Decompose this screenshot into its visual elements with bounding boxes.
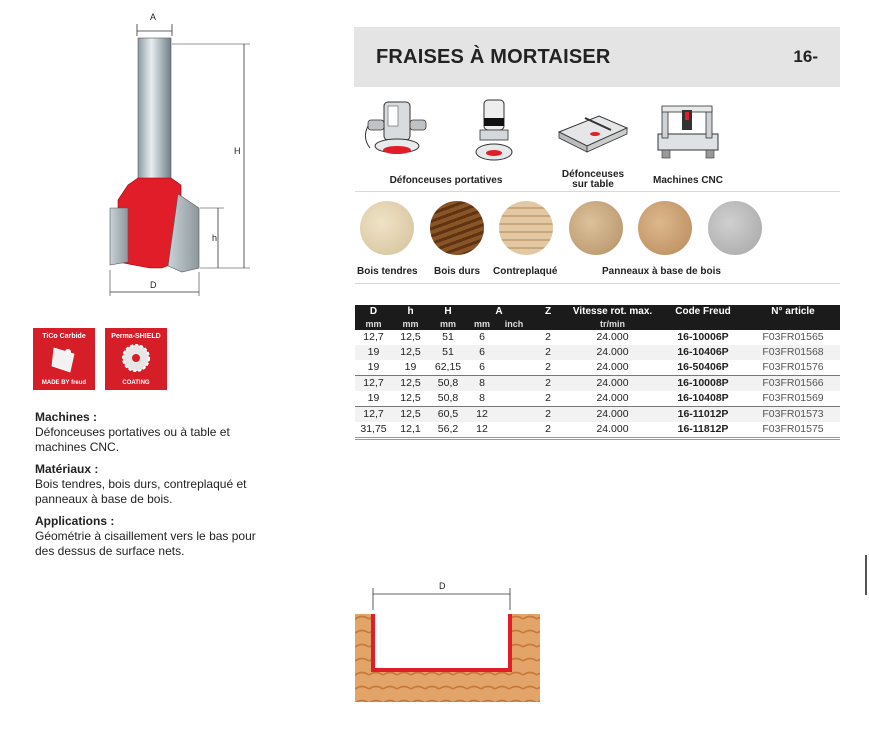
- table-row: [355, 360, 840, 376]
- table-row: [355, 345, 840, 360]
- table-cell: 12,7: [363, 331, 384, 343]
- table-cell: 2: [545, 331, 551, 343]
- unit-cell: [746, 318, 840, 330]
- divider: [355, 283, 840, 284]
- col-header-article: N° article: [746, 305, 840, 318]
- table-cell: 16-10006P: [677, 331, 729, 343]
- table-cell: [497, 360, 531, 376]
- section-title-applications: Applications :: [35, 514, 115, 528]
- table-cell: 16-50406P: [677, 361, 729, 373]
- table-cell: 8: [467, 376, 497, 392]
- table-cell: 19: [367, 392, 380, 404]
- machine-label-table: Défonceuses sur table: [561, 169, 625, 190]
- table-cell: [497, 330, 531, 345]
- table-cell: 2: [545, 361, 551, 373]
- table-router-table-icon: [555, 104, 631, 160]
- col-header-h: h: [392, 305, 429, 318]
- table-cell: 16-11012P: [660, 407, 746, 423]
- section-title-machines: Machines :: [35, 410, 98, 424]
- table-cell: 51: [429, 345, 467, 360]
- table-cell: 16-10406P: [660, 345, 746, 360]
- table-cell: [497, 345, 531, 360]
- table-cell: 6: [479, 331, 485, 343]
- table-cell: 12,5: [392, 407, 429, 423]
- table-cell: 24.000: [565, 345, 660, 360]
- material-label-contreplaque: Contreplaqué: [493, 266, 558, 277]
- table-cell: 12: [467, 407, 497, 423]
- section-body-machines: Défonceuses portatives ou à table et machines CNC.: [35, 425, 230, 454]
- table-cell: 16-10008P: [660, 376, 746, 392]
- table-cell: F03FR01573: [746, 407, 840, 423]
- table-cell: 12,5: [400, 331, 421, 343]
- section-body-applications: Géométrie à cisaillement vers le bas pour des dessus de surface nets.: [35, 529, 256, 558]
- table-row: [355, 407, 840, 423]
- unit-cell: mm: [355, 318, 392, 330]
- unit-cell: [531, 318, 565, 330]
- table-row: [355, 330, 840, 345]
- table-cell: 2: [531, 376, 565, 392]
- unit-cell: mm: [392, 318, 429, 330]
- page-number: 16-: [793, 47, 818, 66]
- table-cell: F03FR01565: [762, 331, 824, 343]
- table-cell: 24.000: [565, 376, 660, 392]
- table-row: [355, 376, 840, 392]
- table-cell: F03FR01569: [762, 392, 824, 404]
- table-router-icon: [470, 96, 520, 166]
- machine-label-cnc: Machines CNC: [652, 175, 723, 186]
- table-cell: 2: [531, 345, 565, 360]
- swatch-bois-durs: [430, 201, 484, 255]
- tico-carbide-badge: [33, 328, 95, 390]
- table-cell: 2: [545, 392, 551, 404]
- profile-dimension-D: D: [439, 581, 446, 591]
- swatch-bois-tendres: [360, 201, 414, 255]
- table-cell: 31,75: [355, 422, 392, 439]
- machine-label-portable: Défonceuses portatives: [389, 175, 503, 186]
- table-cell: 8: [479, 392, 485, 404]
- table-cell: 24.000: [596, 361, 629, 373]
- table-cell: 12,5: [392, 345, 429, 360]
- badge-bottom-text: COATING: [122, 380, 150, 386]
- table-row: [355, 422, 840, 439]
- carbide-tip-icon: [50, 344, 78, 374]
- header-band: [354, 27, 840, 87]
- table-cell: 24.000: [565, 407, 660, 423]
- table-cell: 24.000: [596, 331, 629, 343]
- col-header-speed: Vitesse rot. max.: [565, 305, 660, 318]
- dimension-label-D: D: [150, 280, 157, 290]
- table-cell: 50,8: [429, 376, 467, 392]
- table-cell: 24.000: [565, 422, 660, 439]
- col-header-D: D: [355, 305, 392, 318]
- table-cell: 51: [442, 331, 454, 343]
- table-header-row: [355, 305, 840, 318]
- table-cell: 6: [479, 361, 485, 373]
- unit-cell: [660, 318, 746, 330]
- table-cell: [497, 391, 531, 407]
- table-cell: 2: [531, 422, 565, 439]
- table-cell: F03FR01568: [746, 345, 840, 360]
- table-cell: 62,15: [434, 361, 462, 373]
- table-cell: 6: [467, 345, 497, 360]
- col-header-code: Code Freud: [660, 305, 746, 318]
- col-header-Z: Z: [531, 305, 565, 318]
- table-body: [355, 330, 840, 439]
- table-cell: [497, 407, 531, 423]
- table-cell: 12,7: [355, 407, 392, 423]
- table-cell: 12,1: [392, 422, 429, 439]
- swatch-contreplaque: [499, 201, 553, 255]
- table-cell: 2: [531, 407, 565, 423]
- dimension-label-h: h: [212, 233, 218, 243]
- perma-shield-badge: [105, 328, 167, 390]
- table-cell: F03FR01576: [762, 361, 824, 373]
- table-cell: F03FR01575: [746, 422, 840, 439]
- swatch-panneau-3: [708, 201, 762, 255]
- unit-cell: tr/min: [565, 318, 660, 330]
- page-title: FRAISES À MORTAISER: [376, 46, 611, 68]
- badge-top-text: TiCo Carbide: [42, 333, 86, 340]
- swatch-panneau-2: [638, 201, 692, 255]
- groove-profile-drawing: [355, 584, 540, 704]
- material-label-bois-tendres: Bois tendres: [357, 266, 418, 277]
- table-cell: 16-11812P: [660, 422, 746, 439]
- badge-bottom-text: MADE BY freud: [41, 380, 87, 386]
- table-cell: 12,7: [355, 376, 392, 392]
- table-cell: 19: [367, 361, 380, 373]
- table-cell: [497, 422, 531, 439]
- table-cell: 19: [355, 345, 392, 360]
- specs-table: [355, 305, 840, 440]
- dimension-label-A: A: [150, 12, 157, 22]
- table-units-row: [355, 318, 840, 330]
- unit-cell: inch: [497, 318, 531, 330]
- table-cell: 56,2: [429, 422, 467, 439]
- divider: [355, 191, 840, 192]
- dimension-label-H: H: [234, 146, 241, 156]
- table-cell: 12,5: [400, 392, 421, 404]
- col-header-H: H: [429, 305, 467, 318]
- table-cell: 19: [404, 361, 417, 373]
- table-row: [355, 391, 840, 407]
- material-label-panneaux: Panneaux à base de bois: [602, 266, 721, 277]
- saw-blade-icon: [121, 343, 151, 373]
- material-label-bois-durs: Bois durs: [434, 266, 481, 277]
- table-cell: 16-10408P: [677, 392, 729, 404]
- table-cell: 12,5: [392, 376, 429, 392]
- portable-router-icon: [362, 98, 432, 164]
- badge-top-text: Perma-SHIELD: [111, 333, 161, 340]
- table-cell: 60,5: [429, 407, 467, 423]
- unit-cell: mm: [467, 318, 497, 330]
- table-cell: 12: [467, 422, 497, 439]
- cnc-machine-icon: [652, 100, 724, 164]
- swatch-panneau-1: [569, 201, 623, 255]
- page-edge-mark: [865, 555, 867, 595]
- unit-cell: mm: [429, 318, 467, 330]
- section-title-materiaux: Matériaux :: [35, 462, 99, 476]
- table-cell: F03FR01566: [746, 376, 840, 392]
- col-header-A: A: [467, 305, 531, 318]
- section-body-materiaux: Bois tendres, bois durs, contreplaqué et panneaux à base de bois.: [35, 477, 247, 506]
- table-cell: 50,8: [437, 392, 459, 404]
- table-cell: 24.000: [596, 392, 629, 404]
- table-cell: [497, 376, 531, 392]
